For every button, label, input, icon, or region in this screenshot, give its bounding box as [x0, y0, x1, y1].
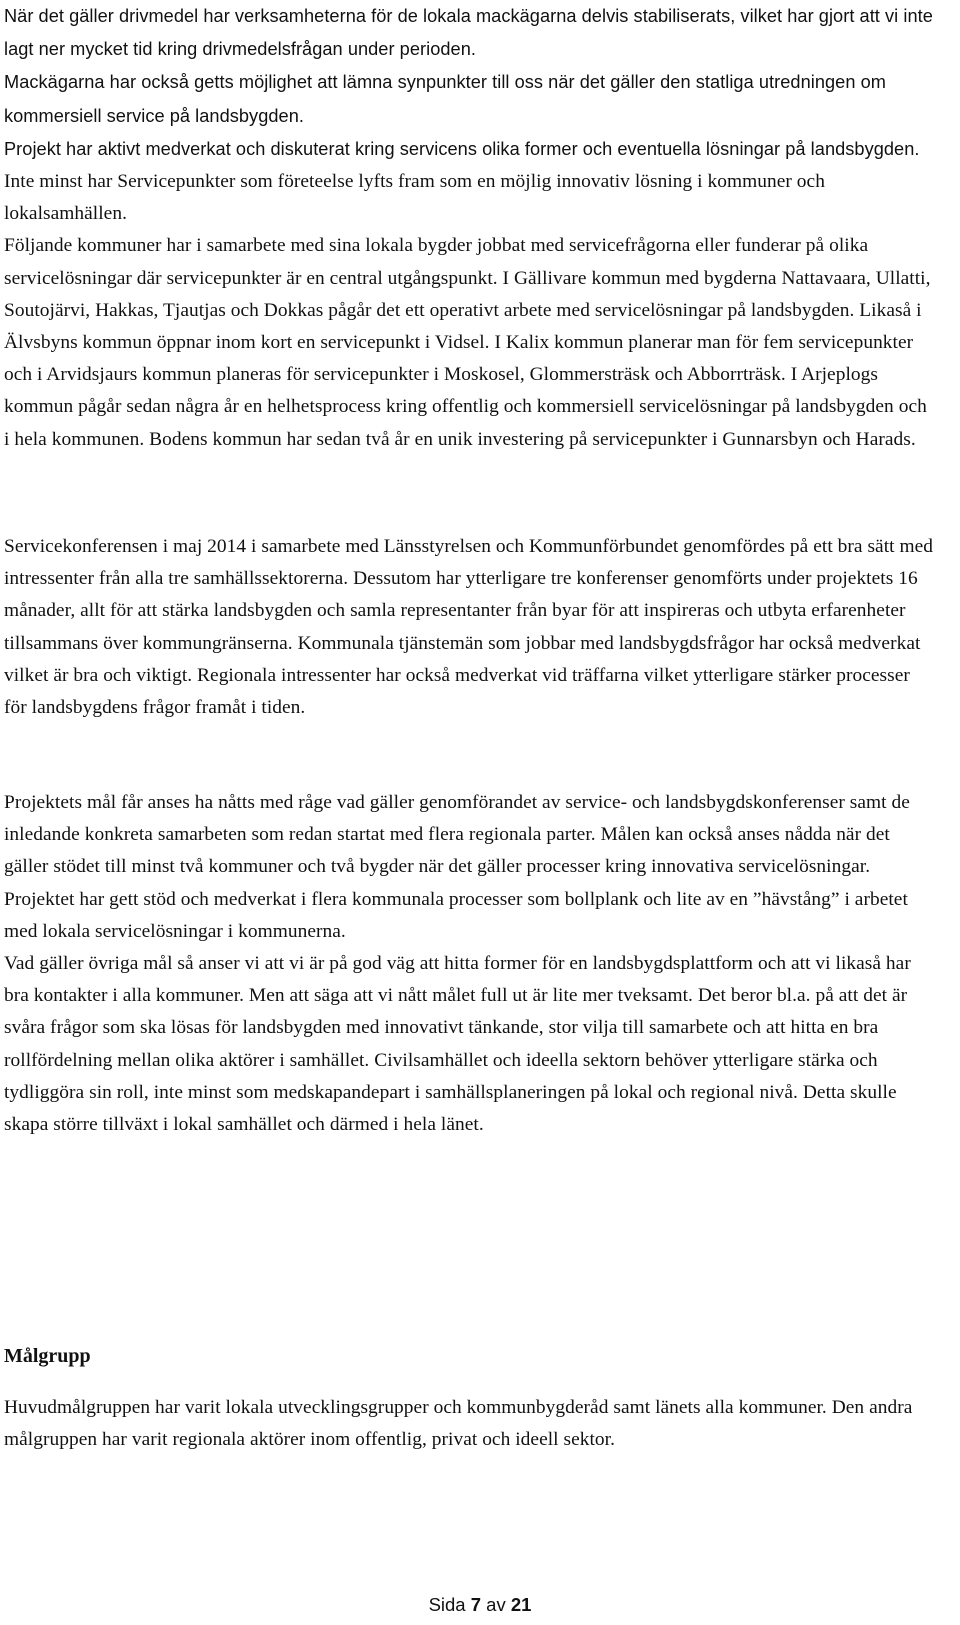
section-heading-target-group: Målgrupp [4, 1345, 91, 1367]
paragraph-target-group: Huvudmålgruppen har varit lokala utvecklingsgrupper och kommunbygderåd samt länets alla kommuner. Den andra målgruppen har varit regionala aktörer inom offentlig, privat och ideell sektor. [4, 1397, 913, 1451]
paragraph-fuel: När det gäller drivmedel har verksamheterna för de lokala mackägarna delvis stabiliserats, vilket har gjort att vi inte lagt ner mycket tid kring drivmedelsfrågan under perioden. [4, 6, 933, 60]
paragraph-other-goals: Vad gäller övriga mål så anser vi att vi är på god väg att hitta former för en landsbygdsplattform och att vi likaså har bra kontakter i alla kommuner. Men att säga att vi nått målet full ut är lite mer tveksamt. Det beror bl.a. på att det är svåra frågor som ska lösas för landsbygden med innovativt tänkande, stor vilja till samarbete och att hitta en bra rollfördelning mellan olika aktörer i samhället. Civilsamhället och ideella sektorn behöver ytterligare stärka och tydliggöra sin roll, inte minst som medskapandepart i samhällsplaneringen på lokal och regional nivå. Detta skulle skapa större tillväxt i lokal samhället och därmed i hela länet. [4, 953, 911, 1136]
paragraph-servicepoints: Inte minst har Servicepunkter som företeelse lyfts fram som en möjlig innovativ lösning i kommuner och lokalsamhällen. [4, 171, 825, 225]
paragraph-project-discussion: Projekt har aktivt medverkat och diskuterat kring servicens olika former och eventuella lösningar på landsbygden. [4, 138, 920, 159]
paragraph-group-goals [4, 787, 934, 1141]
paragraph-conference: Servicekonferensen i maj 2014 i samarbete med Länsstyrelsen och Kommunförbundet genomfördes på ett bra sätt med intressenter från alla tre samhällssektorerna. Dessutom har ytterligare tre konferenser genomförts under projektets 16 månader, allt för att stärka landsbygden och samla representanter från byar för att inspireras och utbyta erfarenheter tillsammans över kommungränserna. Kommunala tjänstemän som jobbar med landsbygdsfrågor har också medverkat vilket är bra och viktigt. Regionala intressenter har också medverkat vid träffarna vilket ytterligare stärker processer för landsbygdens frågor framåt i tiden. [4, 536, 934, 719]
page-number-total: 21 [510, 1594, 532, 1615]
page-number-current: 7 [470, 1594, 482, 1615]
paragraph-group-service [4, 0, 934, 456]
paragraph-municipalities: Följande kommuner har i samarbete med sina lokala bygder jobbat med servicefrågorna eller funderar på olika servicelösningar där servicepunkter är en central utgångspunkt. I Gällivare kommun med bygderna Nattavaara, Ullatti, Soutojärvi, Hakkas, Tjautjas och Dokkas pågår det ett operativt arbete med servicelösningar på landsbygden. Likaså i Älvsbyns kommun öppnar inom kort en servicepunkt i Vidsel. I Kalix kommun planerar man för fem servicepunkter och i Arvidsjaurs kommun planeras för servicepunkter i Moskosel, Glommersträsk och Abborrträsk. I Arjeplogs kommun pågår sedan några år en helhetsprocess kring offentlig och kommersiell servicelösningar på landsbygden och i hela kommunen. Bodens kommun har sedan två år en unik investering på servicepunkter i Gunnarsbyn och Harads. [4, 235, 931, 450]
paragraph-station-owners: Mackägarna har också getts möjlighet att lämna synpunkter till oss när det gäller den statliga utredningen om kommersiell service på landsbygden. [4, 72, 886, 126]
page-number-separator: av [486, 1594, 506, 1615]
paragraph-goals-achieved: Projektets mål får anses ha nåtts med råge vad gäller genomförandet av service- och landsbygdskonferenser samt de inledande konkreta samarbeten som redan startat med flera regionala parter. Målen kan också anses nådda när det gäller stödet till minst två kommuner och två bygder när det gäller processer kring innovativa servicelösningar. Projektet har gett stöd och medverkat i flera kommunala processer som bollplank och lite av en ”hävstång” i arbetet med lokala servicelösningar i kommunerna. [4, 792, 910, 942]
page-number [0, 1593, 960, 1617]
page-number-prefix: Sida [428, 1594, 466, 1615]
